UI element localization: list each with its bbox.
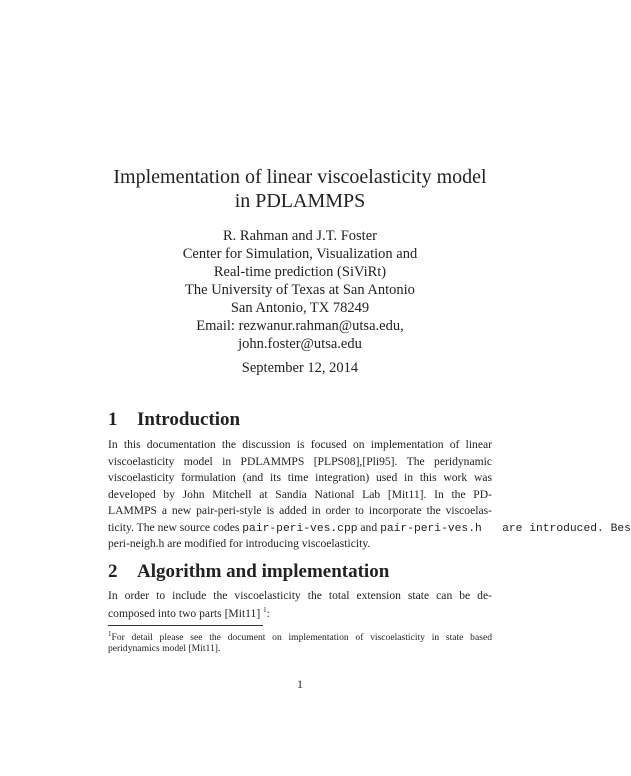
overflow-text: are introduced. Bes	[481, 522, 631, 535]
paragraph-line: viscoelasticity formulation (and its time integration) used in this work was	[108, 471, 492, 484]
section-title: Introduction	[137, 409, 241, 430]
title-line-2: in PDLAMMPS	[234, 190, 366, 212]
text: composed into two parts [Mit11]	[108, 606, 264, 620]
text: ticity. The new source codes	[108, 520, 243, 534]
paragraph-line: developed by John Mitchell at Sandia National Lab [Mit11]. In the PD-	[108, 487, 492, 501]
paragraph-line	[108, 521, 631, 535]
title-line-1: Implementation of linear viscoelasticity model	[113, 166, 487, 188]
email-line: john.foster@utsa.edu	[238, 336, 362, 352]
affiliation-line: San Antonio, TX 78249	[230, 300, 370, 316]
paragraph-line	[108, 606, 492, 620]
affiliation-line: Real-time prediction (SiViRt)	[213, 264, 387, 280]
text: :	[266, 606, 270, 620]
section-title: Algorithm and implementation	[137, 561, 390, 582]
paragraph-line: peri-neigh.h are modified for introducing viscoelasticity.	[108, 537, 371, 550]
footnote-line: peridynamics model [Mit11].	[108, 643, 221, 654]
footnote-mark[interactable]: 1	[263, 605, 267, 614]
section-number: 2	[108, 561, 118, 582]
affiliation-line: The University of Texas at San Antonio	[185, 282, 415, 298]
email-line: Email: rezwanur.rahman@utsa.edu,	[196, 318, 404, 334]
section-heading-2	[108, 561, 389, 583]
text: For detail please see the document on implementation of viscoelasticity in state based	[111, 632, 492, 644]
footnote-rule	[108, 625, 263, 626]
paragraph-line: viscoelasticity model in PDLAMMPS [PLPS08],[Pli95]. The peridynamic	[108, 454, 492, 468]
text: and	[357, 520, 381, 534]
paragraph-line: In this documentation the discussion is focused on implementation of linear	[108, 438, 492, 451]
date: September 12, 2014	[241, 360, 359, 376]
affiliation-line: Center for Simulation, Visualization and	[182, 246, 418, 262]
code-filename: pair-peri-ves.cpp	[242, 522, 358, 535]
paragraph-line: LAMMPS a new pair-peri-style is added in order to incorporate the viscoelas-	[108, 504, 492, 517]
author-line: R. Rahman and J.T. Foster	[223, 228, 377, 244]
section-heading-1	[108, 409, 240, 431]
section-number: 1	[108, 409, 118, 430]
footnote-number: 1	[108, 630, 112, 638]
page-number: 1	[297, 677, 303, 691]
paragraph-line: In order to include the viscoelasticity the total extension state can be de-	[108, 589, 492, 602]
footnote-line	[108, 630, 492, 643]
code-filename: pair-peri-ves.h	[380, 522, 482, 535]
